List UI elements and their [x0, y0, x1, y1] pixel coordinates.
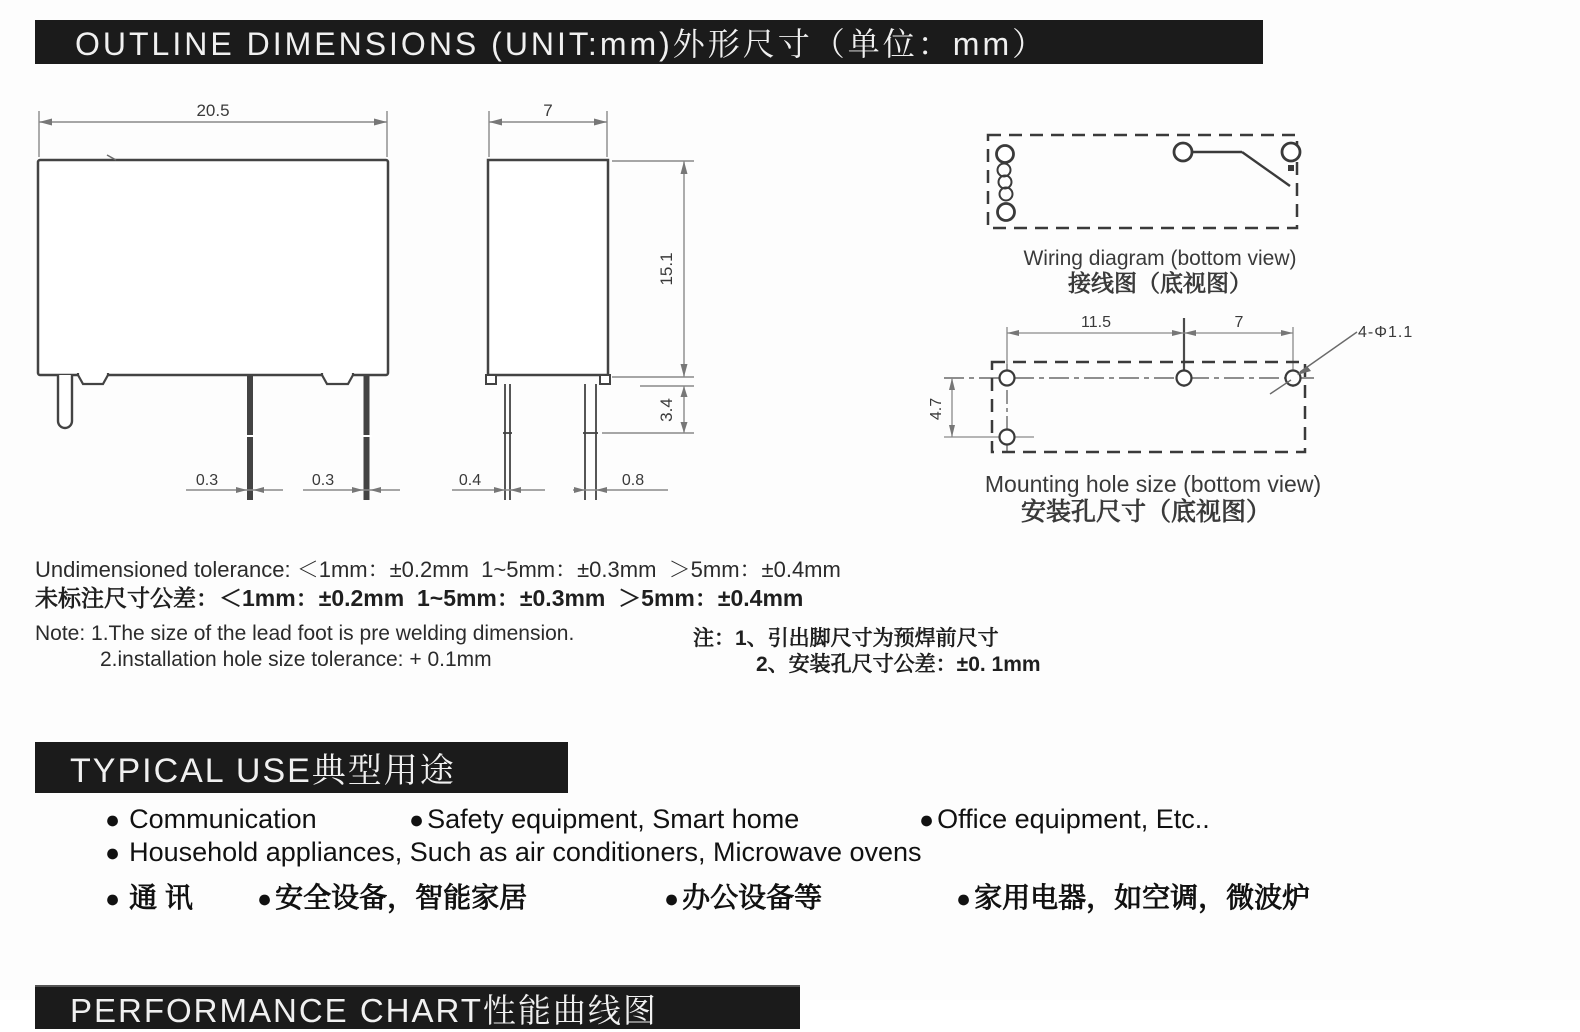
list-item: [409, 804, 799, 835]
side-view-drawing: [452, 101, 694, 500]
coil-terminal-top: [997, 146, 1014, 163]
note-en-2: 2.installation hole size tolerance: + 0.1mm: [100, 648, 492, 671]
side-height-label: 15.1: [657, 252, 676, 286]
side-pin-length-label: 3.4: [657, 398, 676, 422]
note-zh-1: 注：1、引出脚尺寸为预焊前尺寸: [693, 627, 999, 650]
mounting-hole-diagram: [928, 314, 1413, 526]
bullet-icon: ●: [105, 885, 121, 913]
typical-use-row-2: [0, 837, 1580, 877]
front-pin-left-width-label: 0.3: [195, 472, 219, 489]
front-pin-right: [364, 375, 370, 500]
list-item-label: Household appliances, Such as air conditioners, Microwave ovens: [129, 837, 922, 867]
bullet-icon: ●: [664, 885, 680, 913]
list-item: [956, 876, 1310, 916]
side-width-label: 7: [543, 101, 553, 120]
list-item-label: 安全设备，智能家居: [275, 882, 528, 913]
side-pin-right-width-label: 0.8: [621, 472, 645, 489]
mounting-pitch-v-label: 4.7: [928, 397, 945, 421]
mounting-caption-zh: 安装孔尺寸（底视图）: [1020, 498, 1272, 526]
list-item-label: Office equipment, Etc..: [937, 804, 1210, 834]
outline-dimensions-header: [35, 20, 1263, 64]
note-zh-2: 2、安装孔尺寸公差：±0. 1mm: [756, 653, 1041, 676]
bullet-icon: ●: [409, 806, 425, 834]
list-item: [105, 876, 193, 916]
mounting-hole: [1000, 430, 1015, 445]
outline-drawings: [0, 80, 1580, 550]
wiring-caption-en: Wiring diagram (bottom view): [1023, 247, 1297, 270]
front-pin-right-width-label: 0.3: [311, 472, 335, 489]
outline-dimensions-title: OUTLINE DIMENSIONS (UNIT:mm)外形尺寸（单位：mm）: [75, 26, 1048, 62]
mounting-pitch-b-label: 7: [1234, 314, 1244, 331]
bullet-icon: ●: [105, 839, 121, 867]
list-item: [105, 804, 317, 835]
list-item-label: Safety equipment, Smart home: [427, 804, 800, 834]
list-item-label: 办公设备等: [682, 882, 823, 913]
mounting-hole: [1286, 371, 1301, 386]
list-item-label: 通 讯: [129, 882, 193, 913]
bullet-icon: ●: [919, 806, 935, 834]
list-item: [257, 876, 527, 916]
front-width-label: 20.5: [196, 101, 230, 120]
list-item-label: Communication: [129, 804, 317, 834]
bullet-icon: ●: [105, 806, 121, 834]
com-terminal: [1174, 143, 1192, 161]
list-item-label: 家用电器，如空调，微波炉: [974, 882, 1311, 913]
performance-chart-title: PERFORMANCE CHART性能曲线图: [70, 991, 658, 1029]
bullet-icon: ●: [257, 885, 273, 913]
performance-chart-header: [35, 985, 800, 1029]
list-item: [919, 804, 1210, 835]
no-terminal: [1282, 143, 1300, 161]
mounting-hole-callout: 4-Φ1.1: [1358, 324, 1414, 341]
wiring-caption-zh: 接线图（底视图）: [1068, 270, 1252, 296]
front-view-drawing: [38, 101, 400, 500]
bullet-icon: ●: [956, 885, 972, 913]
list-item: [664, 876, 822, 916]
mounting-pitch-a-label: 11.5: [1081, 314, 1111, 331]
coil-terminal-bottom: [998, 204, 1015, 221]
side-pin-left-width-label: 0.4: [458, 472, 482, 489]
mounting-hole: [1000, 371, 1015, 386]
note-en-1: Note: 1.The size of the lead foot is pre welding dimension.: [35, 622, 575, 645]
front-coil-pin: [58, 375, 72, 428]
front-pin-middle: [247, 375, 253, 500]
mounting-hole: [1177, 371, 1192, 386]
mounting-caption-en: Mounting hole size (bottom view): [984, 471, 1322, 497]
typical-use-row-3: [0, 876, 1580, 916]
list-item: [105, 837, 922, 868]
typical-use-title: TYPICAL USE典型用途: [70, 752, 456, 790]
tolerance-line-en: Undimensioned tolerance: ＜1mm：±0.2mm 1~5mm：±0.3mm ＞5mm：±0.4mm: [35, 557, 841, 582]
typical-use-header: [35, 742, 568, 793]
wiring-diagram: [988, 135, 1300, 296]
tolerance-line-zh: 未标注尺寸公差：＜1mm：±0.2mm 1~5mm：±0.3mm ＞5mm：±0.4mm: [35, 585, 804, 611]
